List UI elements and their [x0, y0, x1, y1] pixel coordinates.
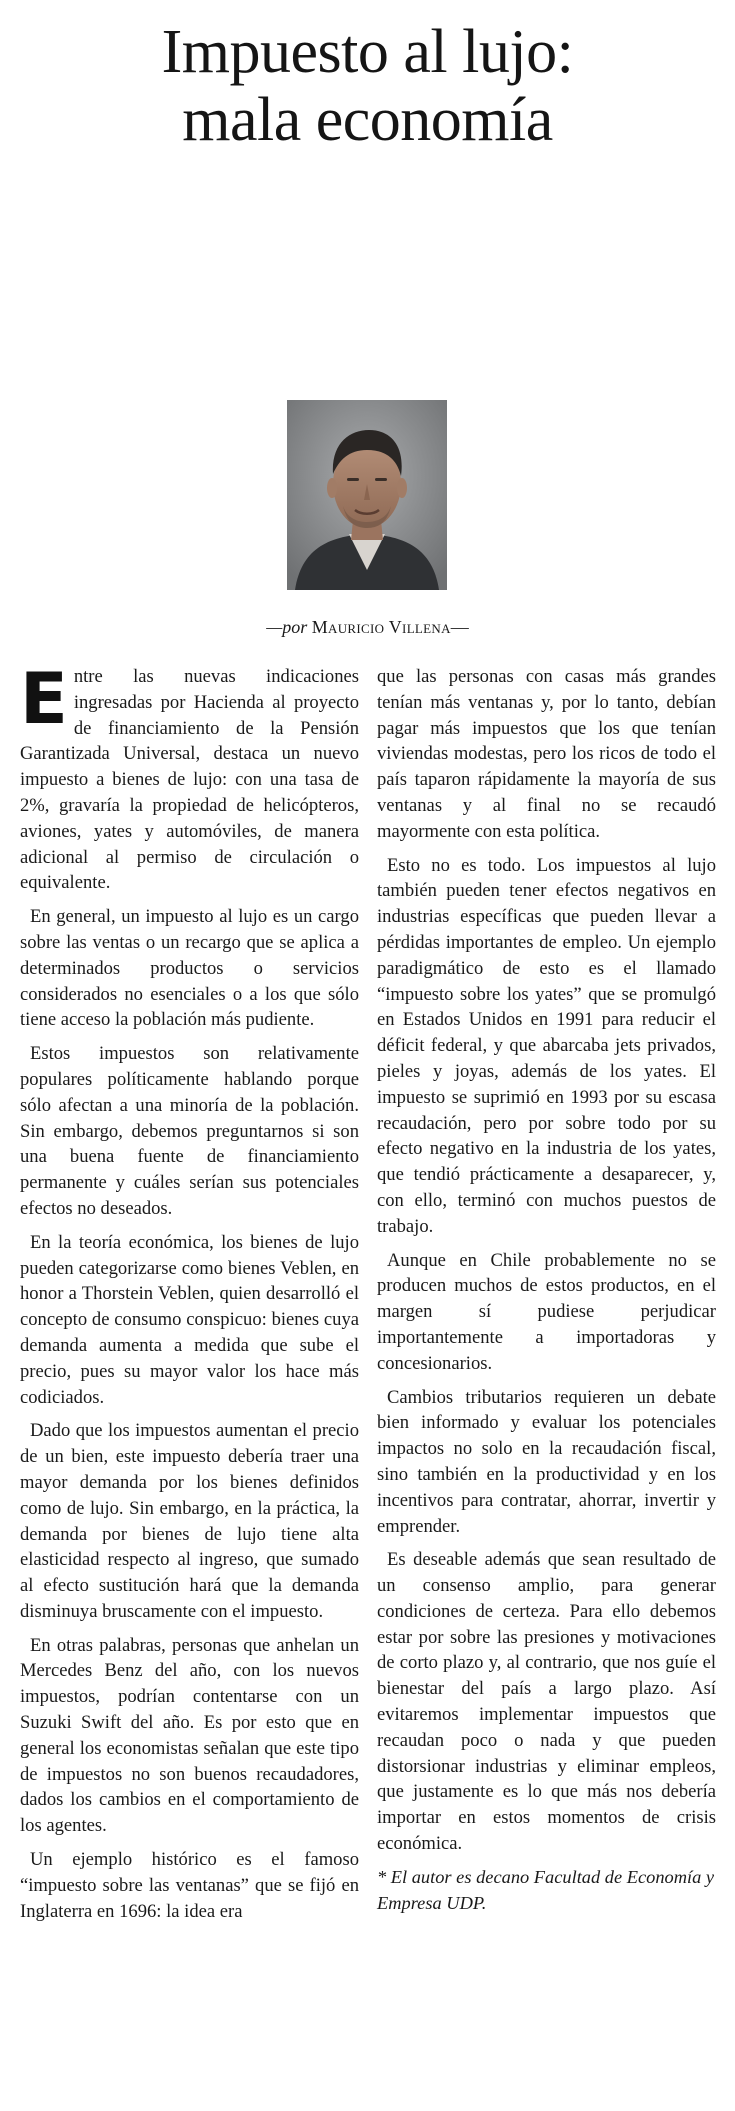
paragraph: En otras palabras, personas que anhelan un Mercedes Benz del año, con los nuevos impuestos, podrían contentarse con un Suzuki Swift del año. Es por esto que en general los economistas señalan que este tipo de impuestos no son buenos recaudadores, dados los cambios en el comportamiento de los agentes. — [20, 1634, 359, 1837]
article-column-right — [377, 664, 716, 1924]
headline — [0, 18, 735, 154]
byline-prefix: —por — [266, 617, 308, 637]
drop-cap: E — [20, 658, 68, 740]
paragraph: Entre las nuevas indicaciones ingresadas por Hacienda al proyecto de financiamiento de la Pensión Garantizada Universal, destaca un nuevo impuesto a bienes de lujo: con una tasa de 2%, gravaría la propiedad de helicópteros, aviones, yates y automóviles, de manera adicional al permiso de circulación o equivalente. — [20, 658, 359, 894]
author-note: * El autor es decano Facultad de Economía y Empresa UDP. — [377, 1866, 715, 1913]
paragraph: Es deseable además que sean resultado de un consenso amplio, para generar condiciones de certeza. Para ello debemos estar por sobre las presiones y motivaciones de corto plazo y, al contrario, que nos guíe el bienestar del país a largo plazo. Así evitaremos implementar impuestos que recaudan poco o nada y que pueden distorsionar industrias y eliminar empleos, que justamente es lo que más nos debería importar en estos momentos de crisis económica. — [377, 1549, 716, 1855]
paragraph: Esto no es todo. Los impuestos al lujo también pueden tener efectos negativos en industrias específicas que pueden llevar a pérdidas importantes de empleo. Un ejemplo paradigmático de esto es el llamado “impuesto sobre los yates” que se promulgó en Estados Unidos en 1991 para reducir el déficit federal, y que abarcaba jets privados, pieles y joyas, además de los yates. El impuesto se suprimió en 1993 por su escasa recaudación, pero por sobre todo por su efecto negativo en la industria de los yates, que tendió prácticamente a desaparecer, y, con ello, terminó con muchos puestos de trabajo. — [377, 854, 716, 1237]
paragraph: Estos impuestos son relativamente populares políticamente hablando porque sólo afectan a una minoría de la población. Sin embargo, debemos preguntarnos si son una buena fuente de financiamiento permanente y cuáles serían sus potenciales efectos no deseados. — [20, 1043, 359, 1219]
paragraph: En la teoría económica, los bienes de lujo pueden categorizarse como bienes Veblen, en honor a Thorstein Veblen, quien desarrolló el concepto de consumo conspicuo: bienes cuya demanda aumenta a medida que sube el precio, pues su mayor valor los hace más codiciados. — [20, 1231, 359, 1408]
author-name: Mauricio Villena — [311, 617, 451, 637]
paragraph: Dado que los impuestos aumentan el precio de un bien, este impuesto debería traer una mayor demanda por los bienes definidos como de lujo. Sin embargo, en la práctica, la demanda por bienes de lujo tiene alta elasticidad respecto al ingreso, que sumado al efecto sustitución hará que la demanda disminuya bruscamente con el impuesto. — [20, 1420, 359, 1622]
paragraph: Cambios tributarios requieren un debate bien informado y evaluar los potenciales impactos no solo en la recaudación fiscal, sino también en la productividad y en los incentivos para contratar, ahorrar, invertir y emprender. — [377, 1386, 716, 1537]
paragraph: Un ejemplo histórico es el famoso “impuesto sobre las ventanas” que se fijó en Inglaterra en 1696: la idea era — [20, 1849, 359, 1922]
paragraph: En general, un impuesto al lujo es un cargo sobre las ventas o un recargo que se aplica a determinados productos o servicios considerados no esenciales o a los que sólo tiene acceso la población más pudiente. — [20, 906, 359, 1031]
author-portrait — [287, 400, 447, 590]
paragraph: que las personas con casas más grandes tenían más ventanas y, por lo tanto, debían pagar más impuestos que los que tenían viviendas modestas, pero los ricos de todo el país taparon rápidamente la mayoría de sus ventanas y al final no se recaudó mayormente con esta política. — [377, 666, 716, 842]
paragraph: Aunque en Chile probablemente no se producen muchos de estos productos, en el margen sí pudiese perjudicar importantemente a importadoras y concesionarios. — [377, 1249, 716, 1374]
headline-line-1: Impuesto al lujo: — [161, 18, 574, 86]
article-column-left — [20, 658, 359, 1932]
headline-line-2: mala economía — [182, 86, 553, 154]
byline-suffix: — — [450, 617, 469, 637]
byline — [0, 617, 735, 638]
